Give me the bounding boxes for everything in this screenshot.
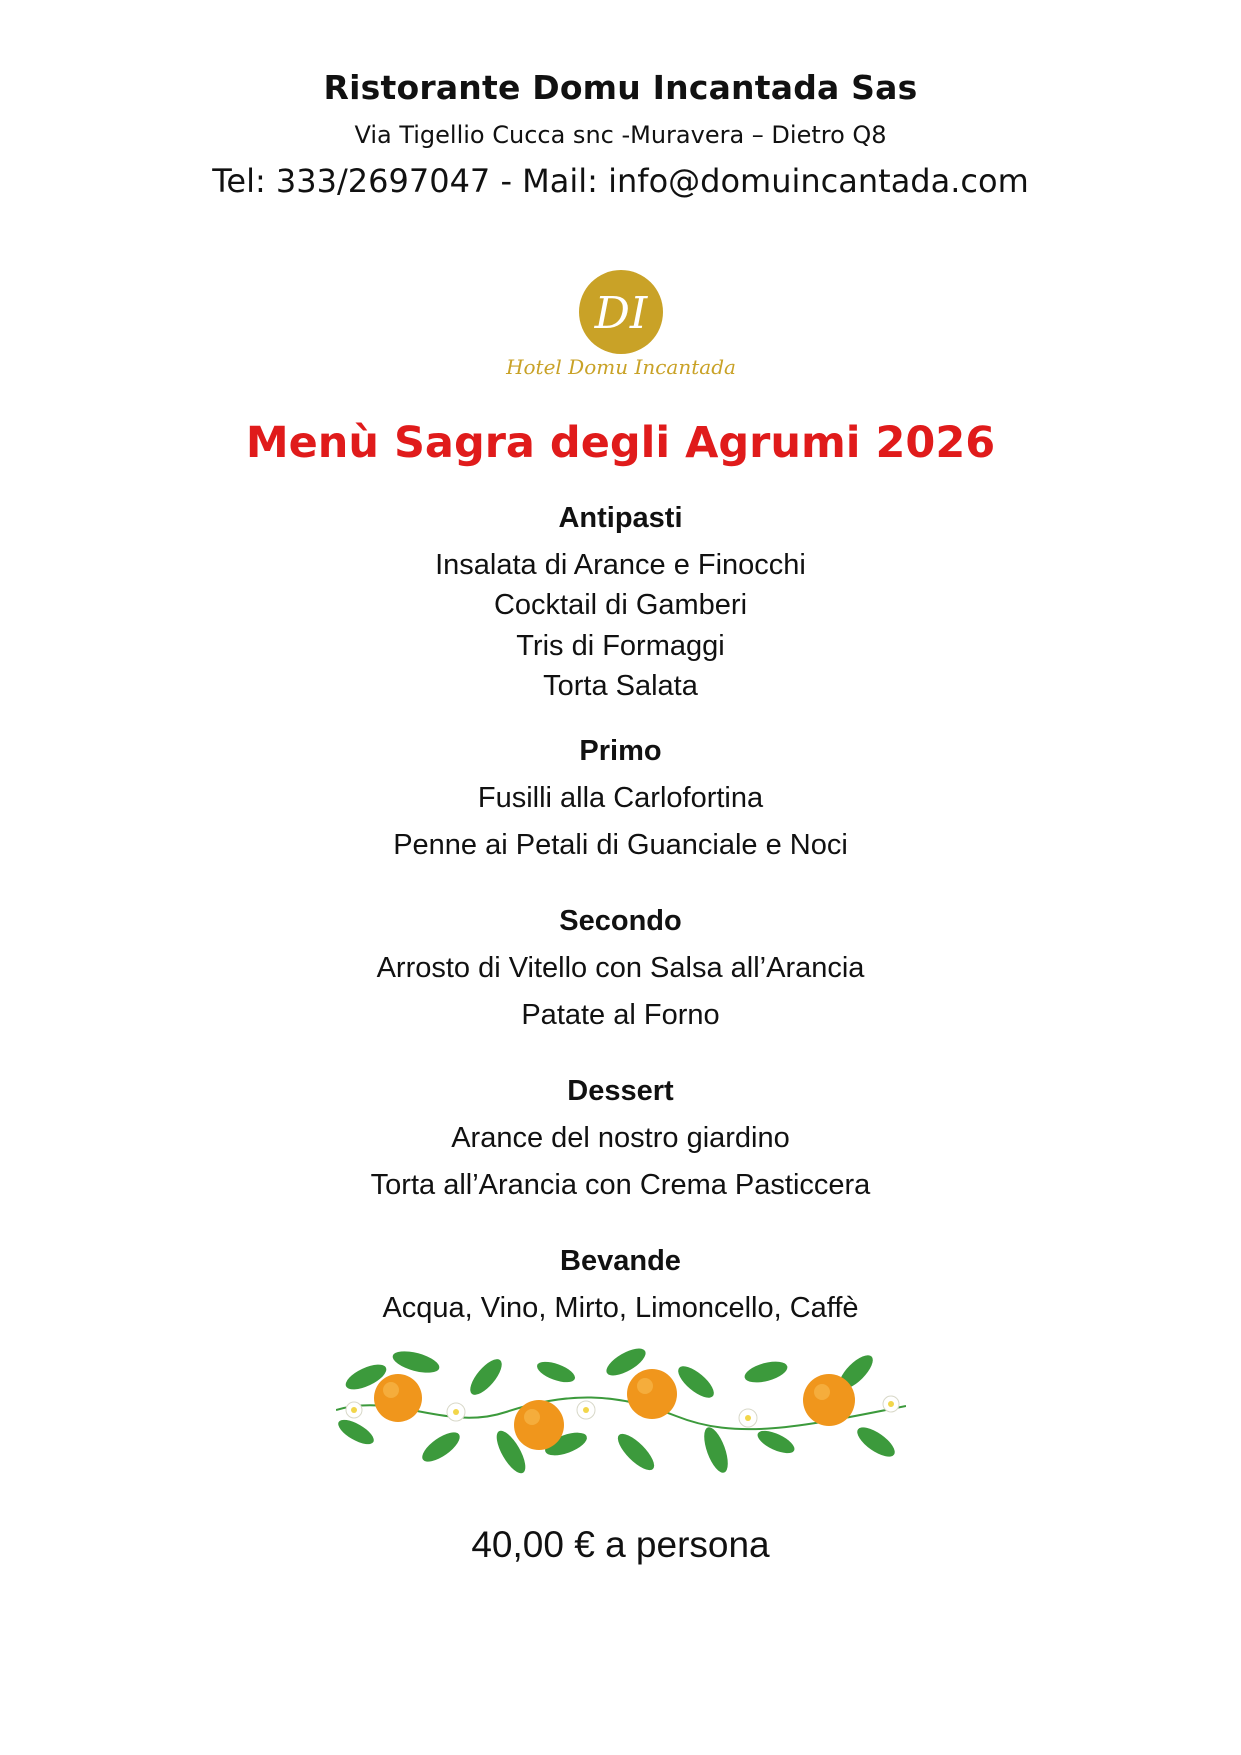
orange-garland-illustration [336, 1332, 906, 1482]
restaurant-address: Via Tigellio Cucca snc -Muravera – Dietro Q8 [354, 121, 887, 149]
menu-item: Insalata di Arance e Finocchi [435, 549, 806, 581]
section-title-dessert: Dessert [567, 1075, 674, 1107]
restaurant-contact: Tel: 333/2697047 - Mail: info@domuincantada.com [212, 162, 1029, 200]
orange-fruit [514, 1400, 564, 1450]
section-title-bevande: Bevande [560, 1245, 681, 1277]
menu-item: Tris di Formaggi [516, 630, 725, 662]
menu-item: Torta all’Arancia con Crema Pasticcera [370, 1169, 871, 1201]
menu-item: Arance del nostro giardino [451, 1122, 790, 1154]
menu-item: Penne ai Petali di Guanciale e Noci [393, 829, 848, 861]
menu-item: Arrosto di Vitello con Salsa all’Arancia [376, 952, 865, 984]
menu-title: Menù Sagra degli Agrumi 2026 [245, 418, 996, 468]
logo-monogram: DI [594, 288, 648, 339]
orange-fruit [627, 1369, 677, 1419]
menu-item: Patate al Forno [521, 999, 720, 1031]
price-per-person: 40,00 € a persona [471, 1524, 770, 1565]
logo-hotel-name: Hotel Domu Incantada [506, 355, 736, 379]
section-title-antipasti: Antipasti [558, 502, 683, 534]
menu-item: Cocktail di Gamberi [493, 589, 748, 621]
restaurant-name: Ristorante Domu Incantada Sas [323, 68, 918, 107]
section-title-primo: Primo [579, 735, 662, 767]
orange-fruit [803, 1374, 855, 1426]
orange-fruit [374, 1374, 422, 1422]
hotel-logo [490, 268, 752, 380]
section-title-secondo: Secondo [559, 905, 682, 937]
menu-item: Fusilli alla Carlofortina [477, 782, 764, 814]
menu-item: Torta Salata [543, 670, 698, 702]
menu-item: Acqua, Vino, Mirto, Limoncello, Caffè [382, 1292, 859, 1324]
